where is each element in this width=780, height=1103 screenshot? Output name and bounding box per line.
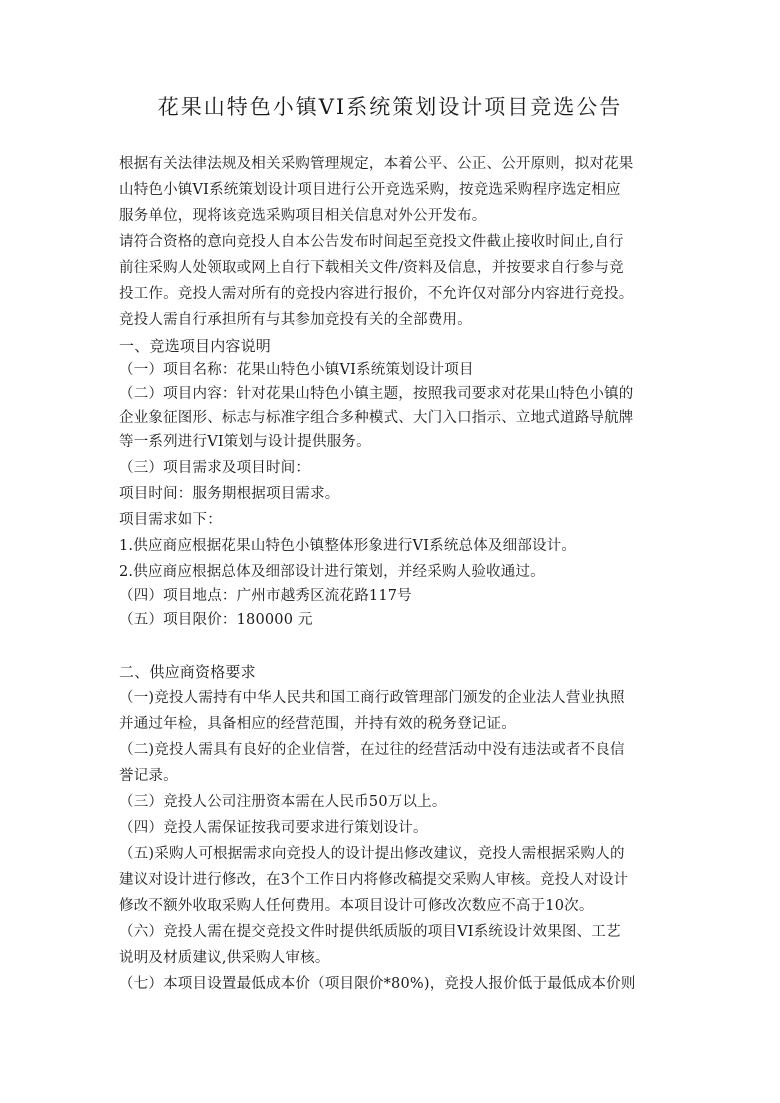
section2-line: （二)竞投人需具有良好的企业信誉，在过往的经营活动中没有违法或者不良信 <box>119 742 625 758</box>
section1-line: （四）项目地点：广州市越秀区流花路117号 <box>119 588 412 604</box>
section-heading-1: 一、竞选项目内容说明 <box>119 337 272 355</box>
section1-line: （一）项目名称：花果山特色小镇VI系统策划设计项目 <box>119 362 474 378</box>
intro-line: 山特色小镇VI系统策划设计项目进行公开竞选采购，按竞选采购程序选定相应 <box>119 182 621 198</box>
intro-line: 投工作。竞投人需对所有的竞投内容进行报价，不允许仅对部分内容进行竞投。 <box>119 286 634 302</box>
intro-line: 根据有关法律法规及相关采购管理规定，本着公平、公正、公开原则，拟对花果 <box>119 156 634 172</box>
section1-line: 等一系列进行VI策划与设计提供服务。 <box>119 434 371 450</box>
section2-line: （四）竞投人需保证按我司要求进行策划设计。 <box>119 820 428 836</box>
section1-line: 项目时间：服务期根据项目需求。 <box>119 486 340 502</box>
section2-line: （一)竞投人需持有中华人民共和国工商行政管理部门颁发的企业法人营业执照 <box>119 690 625 706</box>
section2-line: 说明及材质建议,供采购人审核。 <box>119 950 330 966</box>
section1-line: 1.供应商应根据花果山特色小镇整体形象进行VI系统总体及细部设计。 <box>119 538 577 554</box>
section2-line: （七）本项目设置最低成本价（项目限价*80%)，竞投人报价低于最低成本价则 <box>119 976 636 992</box>
section1-line: 2.供应商应根据总体及细部设计进行策划，并经采购人验收通过。 <box>119 564 545 580</box>
section1-line: （三）项目需求及项目时间： <box>119 460 311 476</box>
intro-line: 竞投人需自行承担所有与其参加竞投有关的全部费用。 <box>119 312 472 328</box>
section1-line: （二）项目内容：针对花果山特色小镇主题，按照我司要求对花果山特色小镇的 <box>119 386 634 402</box>
intro-line: 服务单位，现将该竞选采购项目相关信息对外公开发布。 <box>119 208 487 224</box>
section2-line: 建议对设计进行修改，在3个工作日内将修改稿提交采购人审核。竞投人对设计 <box>119 872 629 888</box>
section1-line: 项目需求如下： <box>119 512 222 528</box>
section-heading-2: 二、供应商资格要求 <box>119 663 256 681</box>
section2-line: （五)采购人可根据需求向竞投人的设计提出修改建议，竞投人需根据采购人的 <box>119 846 625 862</box>
intro-line: 请符合资格的意向竞投人自本公告发布时间起至竞投文件截止接收时间止,自行 <box>119 234 624 250</box>
section1-line: 企业象征图形、标志与标准字组合多种模式、大门入口指示、立地式道路导航牌 <box>119 410 634 426</box>
section2-line: 誉记录。 <box>119 768 178 784</box>
section1-line: （五）项目限价：180000 元 <box>119 612 313 628</box>
intro-line: 前往采购人处领取或网上自行下载相关文件/资料及信息，并按要求自行参与竞 <box>119 260 624 276</box>
section2-line: （六）竞投人需在提交竞投文件时提供纸质版的项目VI系统设计效果图、工艺 <box>119 924 621 940</box>
section2-line: 修改不额外收取采购人任何费用。本项目设计可修改次数应不高于10次。 <box>119 898 594 914</box>
section2-line: （三）竞投人公司注册资本需在人民币50万以上。 <box>119 794 447 810</box>
page-title: 花果山特色小镇VI系统策划设计项目竞选公告 <box>157 95 623 119</box>
section2-line: 并通过年检，具备相应的经营范围，并持有效的税务登记证。 <box>119 716 516 732</box>
